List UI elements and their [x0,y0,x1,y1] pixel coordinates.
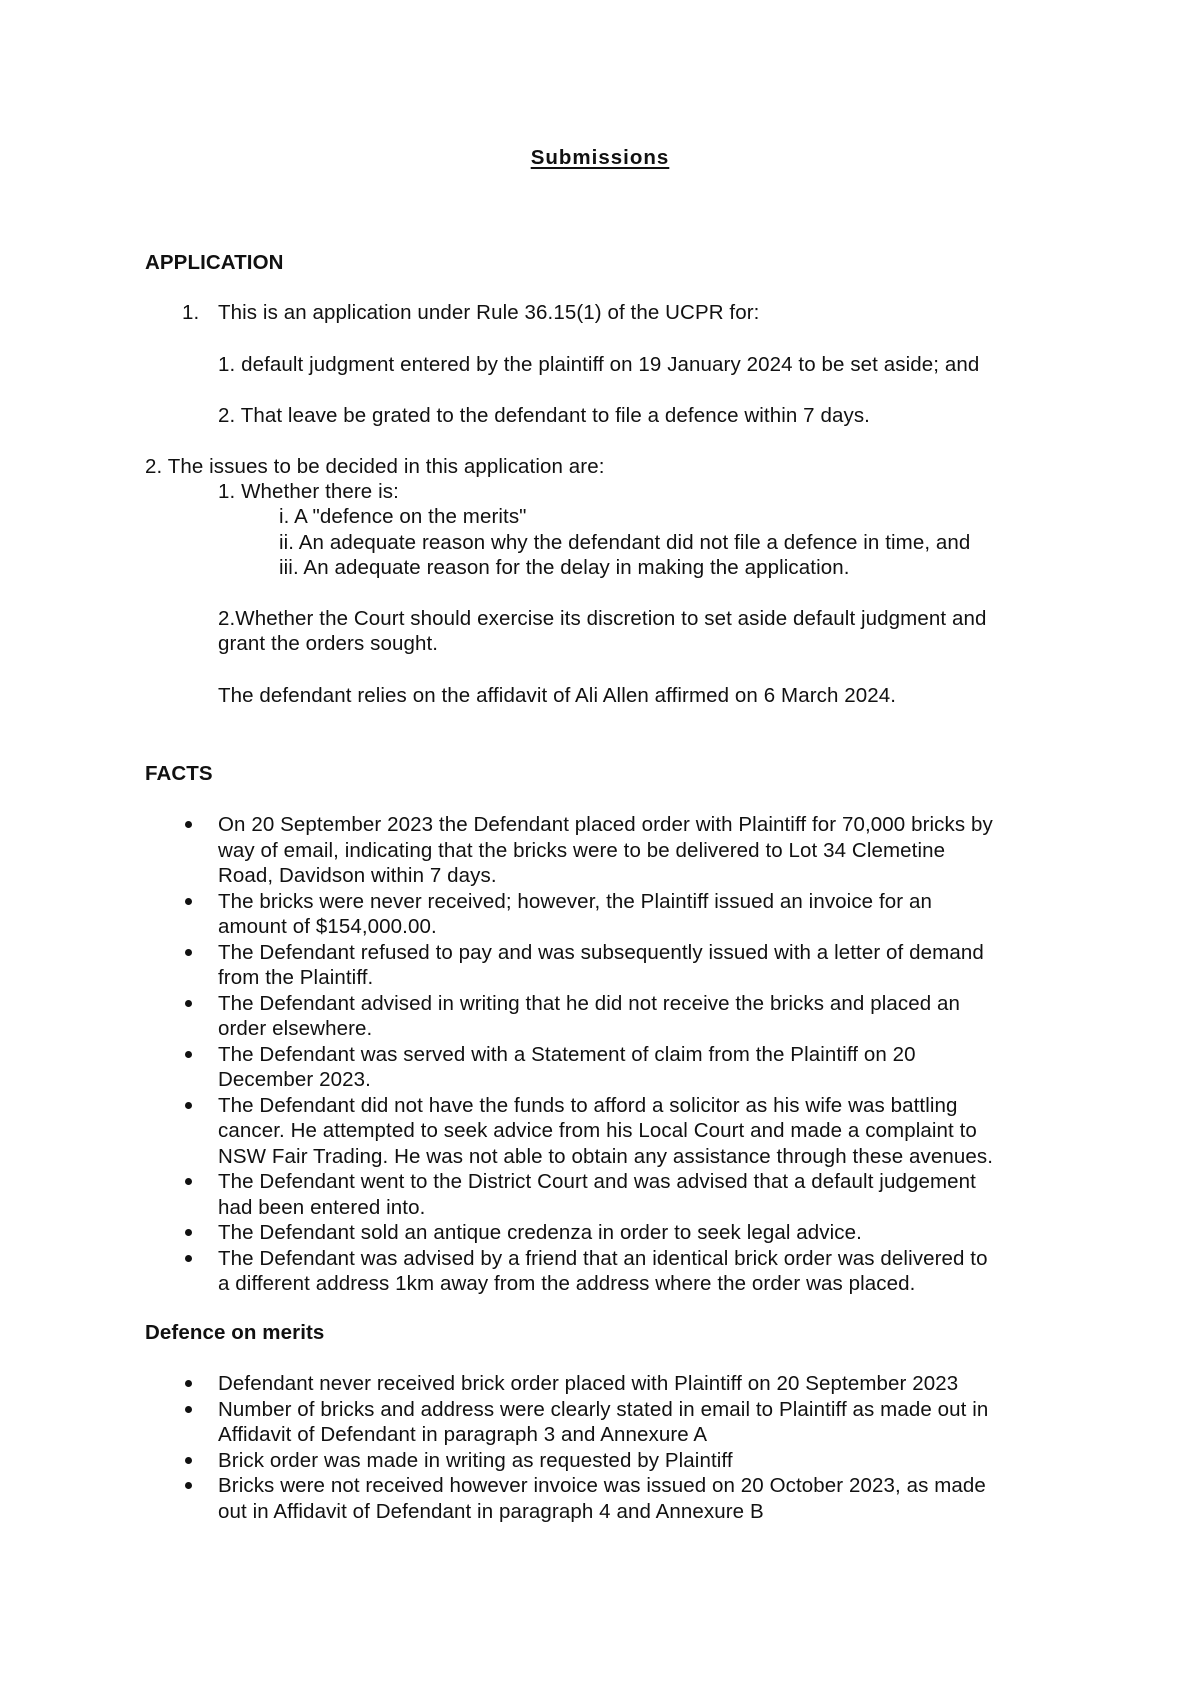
application-item-1-number: 1. [182,301,200,324]
facts-heading: FACTS [145,762,213,785]
issue-2-line-2: grant the orders sought. [218,632,439,655]
defence-bullet-icon [185,1380,192,1387]
application-item-2-text: 2. The issues to be decided in this application are: [145,455,605,478]
facts-item-1-line-1: On 20 September 2023 the Defendant placed order with Plaintiff for 70,000 bricks by [218,813,993,836]
facts-bullet-icon [185,1178,192,1185]
defence-heading: Defence on merits [145,1321,325,1344]
issue-1-i: i. A "defence on the merits" [279,505,527,528]
facts-item-9-line-1: The Defendant was advised by a friend that an identical brick order was delivered to [218,1247,988,1270]
application-order-1: 1. default judgment entered by the plaintiff on 19 January 2024 to be set aside; and [218,353,980,376]
facts-item-4-line-1: The Defendant advised in writing that he did not receive the bricks and placed an [218,992,960,1015]
defence-item-1-line-1: Defendant never received brick order placed with Plaintiff on 20 September 2023 [218,1372,959,1395]
issue-1: 1. Whether there is: [218,480,399,503]
facts-item-5-line-2: December 2023. [218,1068,371,1091]
facts-item-6-line-1: The Defendant did not have the funds to afford a solicitor as his wife was battling [218,1094,958,1117]
facts-bullet-icon [185,1051,192,1058]
defence-bullet-icon [185,1406,192,1413]
facts-item-3-line-2: from the Plaintiff. [218,966,374,989]
facts-item-4-line-2: order elsewhere. [218,1017,373,1040]
defence-item-4-line-2: out in Affidavit of Defendant in paragraph 4 and Annexure B [218,1500,764,1523]
defence-bullet-icon [185,1457,192,1464]
facts-bullet-icon [185,1229,192,1236]
facts-bullet-icon [185,1000,192,1007]
document-title: Submissions [530,146,670,169]
defence-item-2-line-2: Affidavit of Defendant in paragraph 3 and Annexure A [218,1423,708,1446]
facts-item-2-line-2: amount of $154,000.00. [218,915,437,938]
facts-item-9-line-2: a different address 1km away from the address where the order was placed. [218,1272,916,1295]
facts-item-3-line-1: The Defendant refused to pay and was subsequently issued with a letter of demand [218,941,984,964]
application-item-1-text: This is an application under Rule 36.15(1) of the UCPR for: [218,301,760,324]
application-heading: APPLICATION [145,251,284,274]
facts-bullet-icon [185,821,192,828]
facts-item-6-line-2: cancer. He attempted to seek advice from his Local Court and made a complaint to [218,1119,977,1142]
facts-item-1-line-3: Road, Davidson within 7 days. [218,864,497,887]
issue-1-ii: ii. An adequate reason why the defendant did not file a defence in time, and [279,531,971,554]
affidavit-reliance: The defendant relies on the affidavit of Ali Allen affirmed on 6 March 2024. [218,684,897,707]
facts-bullet-icon [185,1255,192,1262]
facts-item-2-line-1: The bricks were never received; however, the Plaintiff issued an invoice for an [218,890,932,913]
facts-item-5-line-1: The Defendant was served with a Statement of claim from the Plaintiff on 20 [218,1043,916,1066]
defence-item-4-line-1: Bricks were not received however invoice was issued on 20 October 2023, as made [218,1474,986,1497]
facts-item-6-line-3: NSW Fair Trading. He was not able to obtain any assistance through these avenues. [218,1145,993,1168]
facts-item-7-line-1: The Defendant went to the District Court and was advised that a default judgement [218,1170,976,1193]
facts-item-1-line-2: way of email, indicating that the bricks were to be delivered to Lot 34 Clemetine [218,839,946,862]
facts-item-7-line-2: had been entered into. [218,1196,426,1219]
facts-item-8-line-1: The Defendant sold an antique credenza in order to seek legal advice. [218,1221,862,1244]
facts-bullet-icon [185,949,192,956]
application-order-2: 2. That leave be grated to the defendant to file a defence within 7 days. [218,404,870,427]
facts-bullet-icon [185,1102,192,1109]
defence-bullet-icon [185,1482,192,1489]
defence-item-3-line-1: Brick order was made in writing as requested by Plaintiff [218,1449,733,1472]
issue-2-line-1: 2.Whether the Court should exercise its discretion to set aside default judgment and [218,607,987,630]
defence-item-2-line-1: Number of bricks and address were clearly stated in email to Plaintiff as made out in [218,1398,989,1421]
facts-bullet-icon [185,898,192,905]
issue-1-iii: iii. An adequate reason for the delay in making the application. [279,556,850,579]
